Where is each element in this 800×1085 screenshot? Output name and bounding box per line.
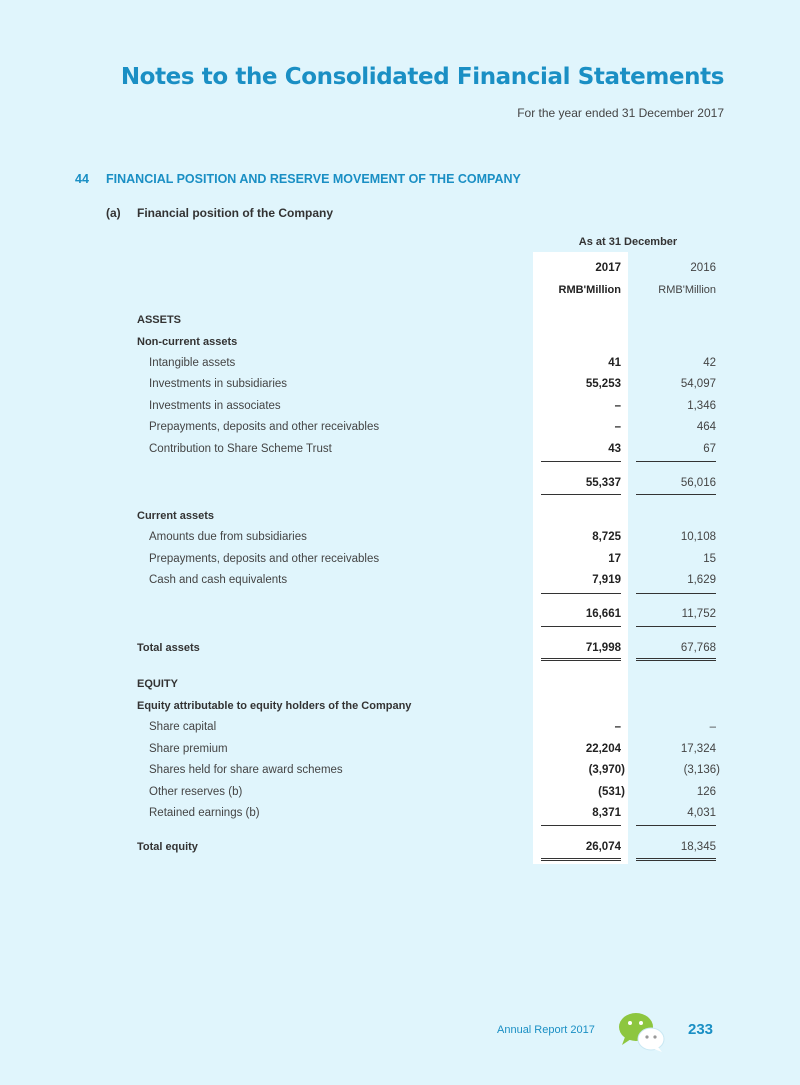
value-2016: 17,324 <box>680 743 716 755</box>
value-2017: (531) <box>598 786 625 798</box>
row-label: Contribution to Share Scheme Trust <box>149 443 332 455</box>
value-2017: 41 <box>608 357 621 369</box>
value-2016: 54,097 <box>680 378 716 390</box>
subtotal-rule <box>636 626 716 627</box>
section-heading <box>75 172 521 186</box>
row-label: Share premium <box>149 743 228 755</box>
value-2016: 15 <box>703 553 716 565</box>
total-double-rule <box>636 658 716 661</box>
value-2017: 55,337 <box>585 477 621 489</box>
subtotal-rule <box>541 825 621 826</box>
value-2016: 67,768 <box>680 642 716 654</box>
value-2016: 11,752 <box>681 608 716 620</box>
row-label: Other reserves (b) <box>149 786 243 798</box>
value-2016: 126 <box>696 786 716 798</box>
value-2016: 42 <box>703 357 716 369</box>
col2-unit: RMB'Million <box>658 284 716 296</box>
table-row-subtotal <box>0 477 800 499</box>
value-2016: – <box>709 721 716 733</box>
sub-heading <box>106 206 333 220</box>
subtotal-rule <box>541 593 621 594</box>
value-2017: – <box>614 421 621 433</box>
col1-unit: RMB'Million <box>558 284 621 296</box>
value-2017: – <box>614 400 621 412</box>
value-2017: 7,919 <box>592 574 621 586</box>
subtotal-rule <box>541 626 621 627</box>
table-row <box>0 510 800 532</box>
page-title: Notes to the Consolidated Financial Statements <box>120 64 724 90</box>
period-heading: As at 31 December <box>578 236 678 248</box>
value-2017: 16,661 <box>585 608 621 620</box>
table-row <box>0 314 800 336</box>
value-2017: 26,074 <box>585 841 621 853</box>
row-label: Prepayments, deposits and other receivables <box>149 421 380 433</box>
value-2016: 4,031 <box>687 807 716 819</box>
row-label: Total assets <box>137 642 200 654</box>
row-label: Share capital <box>149 721 217 733</box>
subtotal-rule <box>541 461 621 462</box>
row-label: Prepayments, deposits and other receivables <box>149 553 380 565</box>
table-row <box>0 678 800 700</box>
value-2016: 56,016 <box>680 477 716 489</box>
value-2016: 1,629 <box>687 574 716 586</box>
subtotal-rule <box>541 494 621 495</box>
page-subtitle: For the year ended 31 December 2017 <box>517 106 724 120</box>
row-label: Cash and cash equivalents <box>149 574 288 586</box>
value-2016: (3,136) <box>683 764 720 776</box>
value-2016: 1,346 <box>687 400 716 412</box>
row-label: ASSETS <box>137 314 182 326</box>
row-label: Total equity <box>137 841 198 853</box>
table-row <box>0 378 800 400</box>
sub-letter: (a) <box>106 206 121 220</box>
table-row <box>0 357 800 379</box>
value-2017: 8,725 <box>592 531 621 543</box>
row-label: Intangible assets <box>149 357 236 369</box>
value-2017: 43 <box>608 443 621 455</box>
row-label: Amounts due from subsidiaries <box>149 531 307 543</box>
value-2017: 22,204 <box>585 743 621 755</box>
sub-title: Financial position of the Company <box>137 206 334 220</box>
value-2017: 71,998 <box>585 642 621 654</box>
table-row <box>0 786 800 808</box>
subtotal-rule <box>636 593 716 594</box>
value-2017: – <box>614 721 621 733</box>
col1-year: 2017 <box>595 262 621 274</box>
total-double-rule <box>636 858 716 861</box>
table-row <box>0 553 800 575</box>
wechat-logo-icon <box>617 1010 667 1052</box>
table-row <box>0 400 800 422</box>
row-label: Current assets <box>137 510 215 522</box>
row-label: Non-current assets <box>137 336 238 348</box>
value-2016: 10,108 <box>680 531 716 543</box>
section-number: 44 <box>75 172 89 186</box>
value-2017: 55,253 <box>585 378 621 390</box>
subtotal-rule <box>636 494 716 495</box>
row-label: Retained earnings (b) <box>149 807 260 819</box>
total-double-rule <box>541 658 621 661</box>
table-row <box>0 531 800 553</box>
page-number: 233 <box>688 1021 714 1038</box>
table-row <box>0 421 800 443</box>
total-double-rule <box>541 858 621 861</box>
table-row <box>0 700 800 722</box>
value-2016: 67 <box>703 443 716 455</box>
row-label: Equity attributable to equity holders of the Company <box>137 700 412 712</box>
footer-report-title: Annual Report 2017 <box>497 1024 595 1036</box>
value-2016: 464 <box>696 421 716 433</box>
value-2017: 17 <box>608 553 621 565</box>
row-label: Shares held for share award schemes <box>149 764 343 776</box>
row-label: EQUITY <box>137 678 178 690</box>
section-title: FINANCIAL POSITION AND RESERVE MOVEMENT OF THE COMPANY <box>106 172 521 186</box>
table-row <box>0 336 800 358</box>
table-row <box>0 743 800 765</box>
subtotal-rule <box>636 825 716 826</box>
table-row <box>0 721 800 743</box>
value-2017: 8,371 <box>592 807 621 819</box>
value-2016: 18,345 <box>680 841 716 853</box>
table-row <box>0 764 800 786</box>
row-label: Investments in subsidiaries <box>149 378 288 390</box>
subtotal-rule <box>636 461 716 462</box>
row-label: Investments in associates <box>149 400 281 412</box>
value-2017: (3,970) <box>588 764 625 776</box>
col2-year: 2016 <box>690 262 716 274</box>
